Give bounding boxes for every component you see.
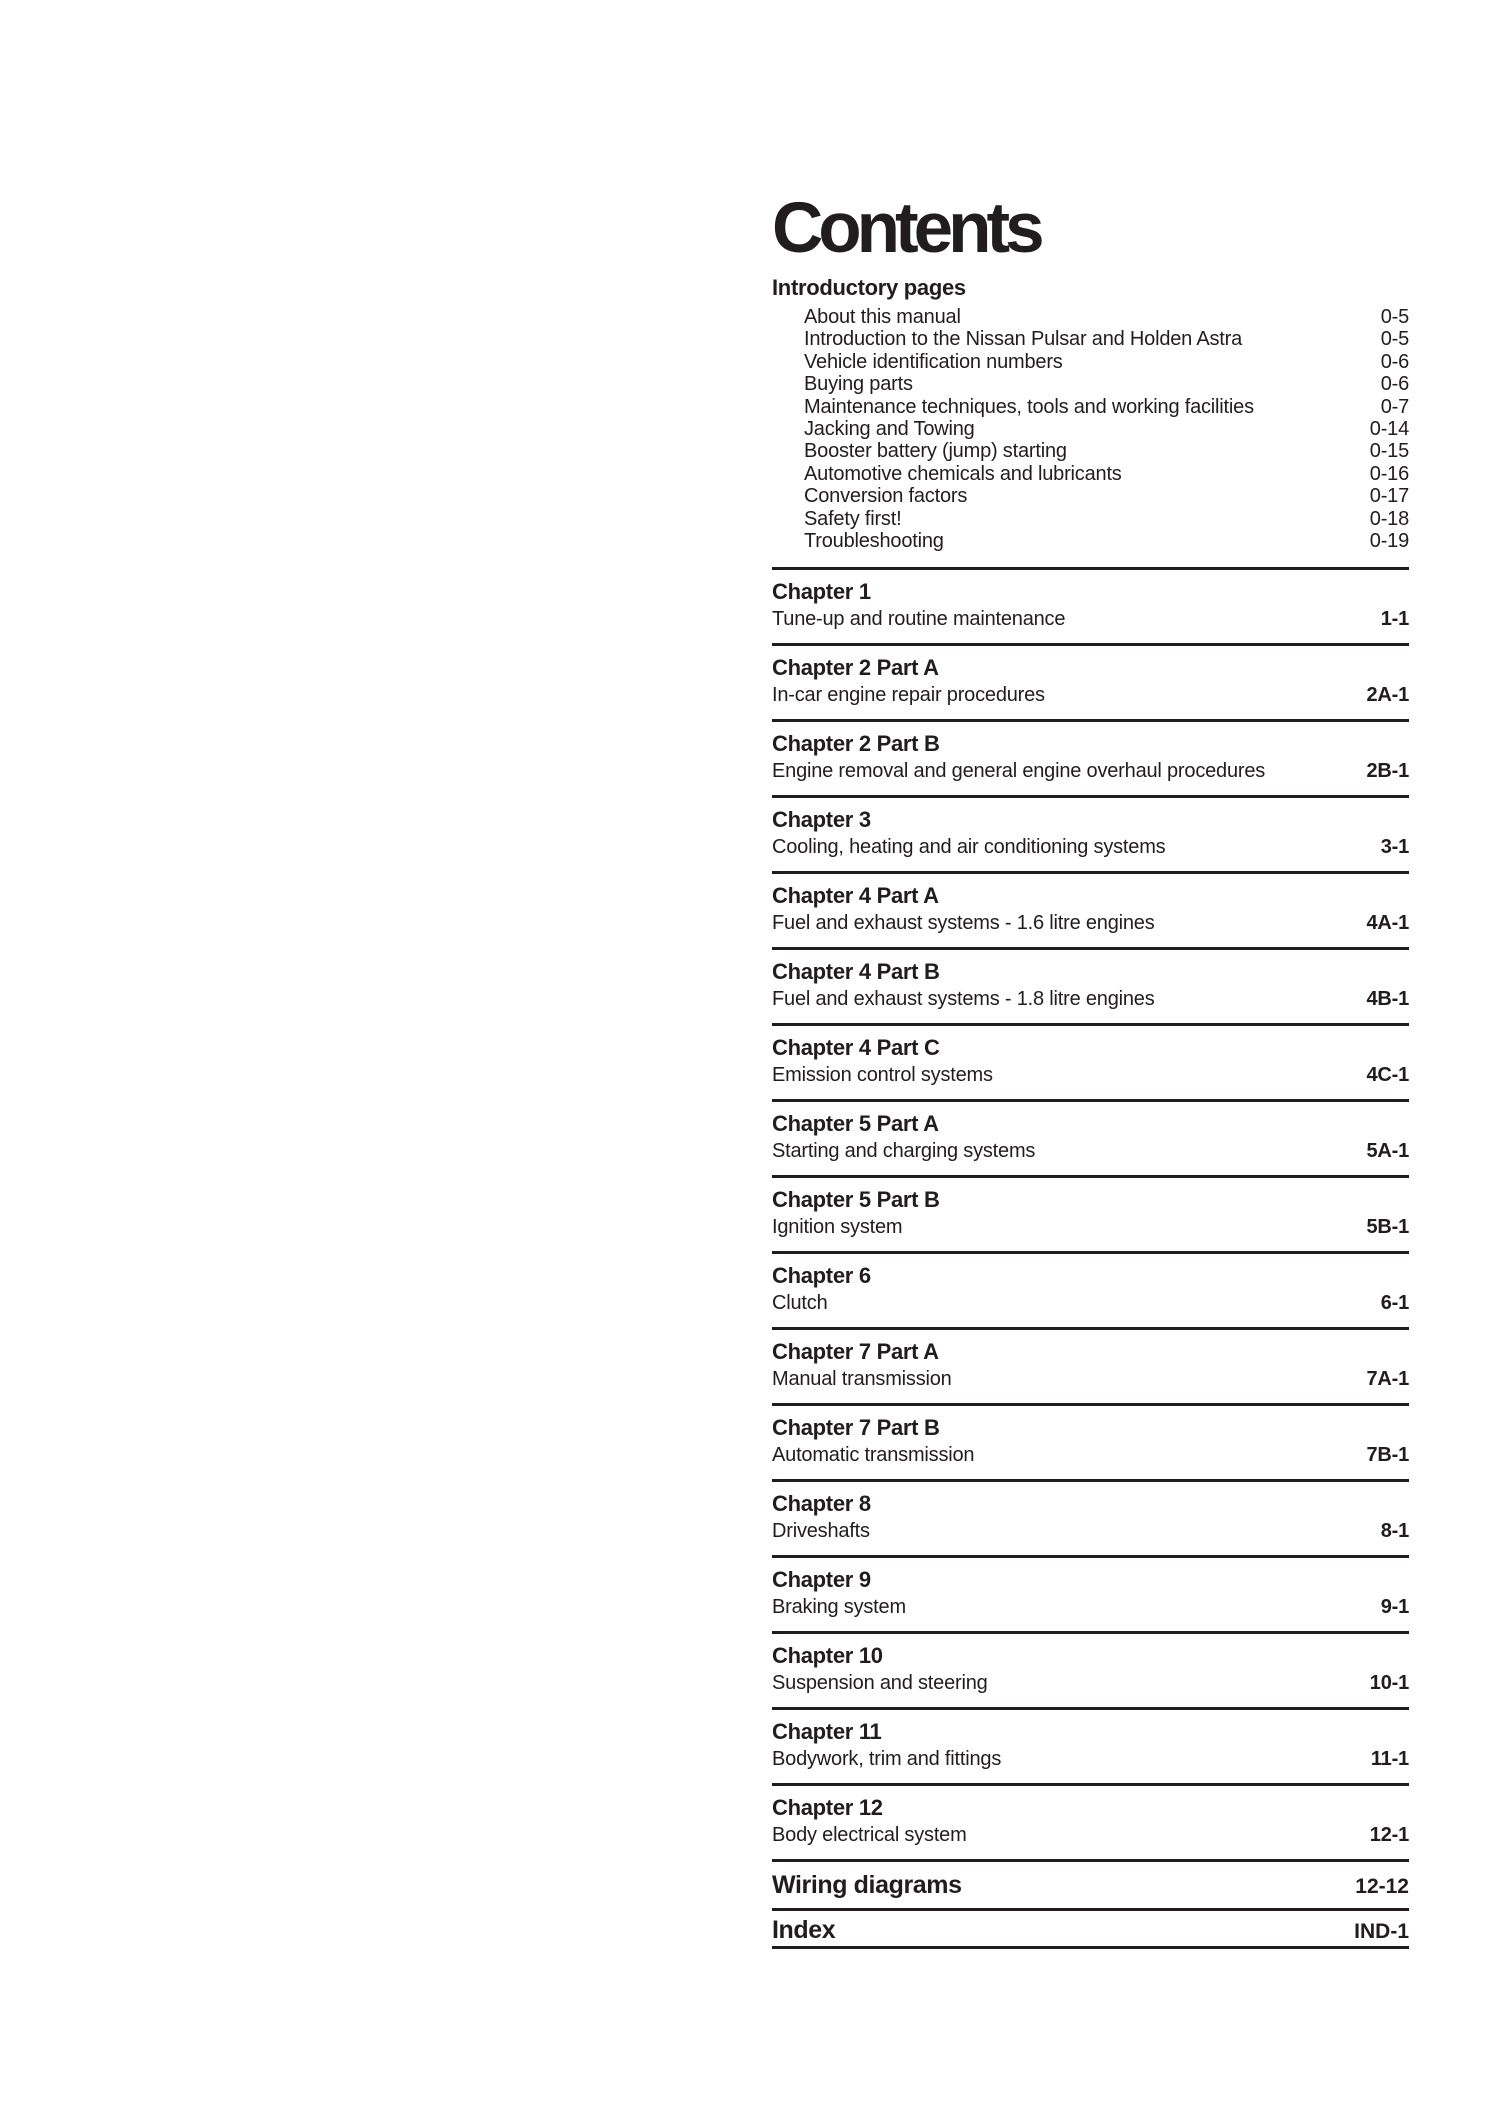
chapter-description-row [772, 1063, 1409, 1087]
chapter-block [772, 871, 1409, 947]
intro-item-page-number: 0-6 [1380, 373, 1409, 396]
chapter-description-row [772, 1215, 1409, 1239]
chapter-description: Fuel and exhaust systems - 1.6 litre engines [772, 912, 1155, 935]
intro-item-page-number: 0-18 [1369, 507, 1409, 530]
intro-heading: Introductory pages [772, 275, 966, 300]
intro-item-page-number: 0-17 [1369, 485, 1409, 508]
chapter-heading: Chapter 5 Part B [772, 1187, 940, 1213]
chapter-page-number: 12-1 [1369, 1824, 1409, 1847]
toc-intro-row [772, 463, 1409, 485]
chapter-page-number: 4C-1 [1366, 1064, 1409, 1087]
chapter-description: Braking system [772, 1596, 906, 1619]
intro-item-label: Booster battery (jump) starting [804, 440, 1067, 463]
chapter-block [772, 1555, 1409, 1631]
chapter-page-number: 8-1 [1380, 1520, 1409, 1543]
chapter-heading: Chapter 7 Part A [772, 1339, 939, 1365]
intro-item-page-number: 0-5 [1380, 306, 1409, 328]
chapter-block [772, 1479, 1409, 1555]
chapter-description: Bodywork, trim and fittings [772, 1748, 1002, 1771]
chapter-block [772, 1251, 1409, 1327]
chapter-page-number: 2B-1 [1366, 760, 1409, 783]
index-page-number: IND-1 [1354, 1920, 1409, 1944]
chapter-description-row [772, 1367, 1409, 1391]
chapter-block [772, 1783, 1409, 1859]
toc-intro-row [772, 328, 1409, 350]
chapter-description: Fuel and exhaust systems - 1.8 litre engines [772, 988, 1155, 1011]
intro-item-page-number: 0-5 [1380, 328, 1409, 351]
chapter-description: Driveshafts [772, 1520, 870, 1543]
intro-item-label: Conversion factors [804, 485, 968, 508]
intro-item-label: Automotive chemicals and lubricants [804, 462, 1122, 485]
toc-intro-row [772, 440, 1409, 462]
intro-item-label: Jacking and Towing [804, 418, 975, 441]
wiring-diagrams-page-number: 12-12 [1355, 1875, 1409, 1899]
chapter-heading: Chapter 2 Part B [772, 731, 940, 757]
chapter-heading: Chapter 4 Part A [772, 883, 939, 909]
chapter-description-row [772, 1443, 1409, 1467]
chapter-heading: Chapter 12 [772, 1795, 883, 1821]
chapter-description: Engine removal and general engine overhaul procedures [772, 760, 1266, 783]
chapter-page-number: 7A-1 [1366, 1368, 1409, 1391]
index-heading: Index [772, 1916, 836, 1945]
chapter-heading: Chapter 1 [772, 579, 871, 605]
page-title: Contents [772, 189, 1040, 268]
chapter-heading: Chapter 3 [772, 807, 871, 833]
chapter-block [772, 947, 1409, 1023]
chapter-heading: Chapter 9 [772, 1567, 871, 1593]
chapter-description: In-car engine repair procedures [772, 684, 1045, 707]
chapter-description: Manual transmission [772, 1368, 952, 1391]
chapter-list [772, 567, 1409, 1859]
chapter-heading: Chapter 4 Part C [772, 1035, 940, 1061]
chapter-page-number: 5B-1 [1366, 1216, 1409, 1239]
chapter-heading: Chapter 10 [772, 1643, 883, 1669]
toc-intro-row [772, 396, 1409, 418]
chapter-page-number: 11-1 [1370, 1748, 1409, 1771]
chapter-page-number: 2A-1 [1366, 684, 1409, 707]
toc-intro-row [772, 351, 1409, 373]
chapter-description: Ignition system [772, 1216, 903, 1239]
intro-item-page-number: 0-14 [1369, 418, 1409, 441]
chapter-block [772, 567, 1409, 643]
chapter-block [772, 719, 1409, 795]
chapter-page-number: 7B-1 [1366, 1444, 1409, 1467]
chapter-heading: Chapter 11 [772, 1719, 882, 1745]
index-block [772, 1908, 1409, 1946]
chapter-description-row [772, 835, 1409, 859]
chapter-block [772, 1175, 1409, 1251]
chapter-block [772, 643, 1409, 719]
wiring-diagrams-row [772, 1870, 1409, 1900]
chapter-description: Tune-up and routine maintenance [772, 608, 1066, 631]
chapter-page-number: 10-1 [1369, 1672, 1409, 1695]
intro-item-page-number: 0-6 [1380, 350, 1409, 373]
contents-column [772, 189, 1409, 1949]
chapter-description: Body electrical system [772, 1824, 967, 1847]
chapter-description-row [772, 759, 1409, 783]
toc-intro-row [772, 508, 1409, 530]
wiring-diagrams-heading: Wiring diagrams [772, 1871, 962, 1900]
intro-list [772, 306, 1409, 552]
chapter-description: Starting and charging systems [772, 1140, 1036, 1163]
index-row [772, 1915, 1409, 1945]
chapter-page-number: 4B-1 [1366, 988, 1409, 1011]
chapter-description-row [772, 1747, 1409, 1771]
chapter-block [772, 1707, 1409, 1783]
toc-intro-row [772, 485, 1409, 507]
chapter-description: Cooling, heating and air conditioning systems [772, 836, 1166, 859]
chapter-description-row [772, 987, 1409, 1011]
toc-intro-row [772, 418, 1409, 440]
chapter-heading: Chapter 7 Part B [772, 1415, 940, 1441]
intro-item-page-number: 0-19 [1369, 530, 1409, 553]
wiring-diagrams-block [772, 1859, 1409, 1908]
chapter-description: Automatic transmission [772, 1444, 975, 1467]
chapter-heading: Chapter 5 Part A [772, 1111, 939, 1137]
chapter-description: Suspension and steering [772, 1672, 988, 1695]
intro-item-label: Troubleshooting [804, 530, 944, 553]
chapter-description-row [772, 1519, 1409, 1543]
chapter-block [772, 1023, 1409, 1099]
chapter-page-number: 5A-1 [1366, 1140, 1409, 1163]
chapter-page-number: 3-1 [1380, 836, 1409, 859]
chapter-description: Emission control systems [772, 1064, 993, 1087]
chapter-heading: Chapter 8 [772, 1491, 871, 1517]
intro-item-label: About this manual [804, 306, 961, 328]
intro-item-page-number: 0-7 [1380, 395, 1409, 418]
chapter-description: Clutch [772, 1292, 828, 1315]
chapter-block [772, 1327, 1409, 1403]
chapter-description-row [772, 911, 1409, 935]
intro-item-label: Safety first! [804, 507, 902, 530]
chapter-page-number: 1-1 [1380, 608, 1409, 631]
chapter-heading: Chapter 4 Part B [772, 959, 940, 985]
intro-item-label: Introduction to the Nissan Pulsar and Holden Astra [804, 328, 1243, 351]
bottom-rule [772, 1946, 1409, 1949]
chapter-description-row [772, 1823, 1409, 1847]
chapter-block [772, 1403, 1409, 1479]
chapter-heading: Chapter 6 [772, 1263, 871, 1289]
intro-item-label: Maintenance techniques, tools and working facilities [804, 395, 1254, 418]
chapter-block [772, 1099, 1409, 1175]
chapter-description-row [772, 1595, 1409, 1619]
chapter-page-number: 4A-1 [1366, 912, 1409, 935]
intro-item-page-number: 0-15 [1369, 440, 1409, 463]
toc-intro-row [772, 530, 1409, 552]
chapter-description-row [772, 1671, 1409, 1695]
intro-item-label: Vehicle identification numbers [804, 350, 1063, 373]
chapter-heading: Chapter 2 Part A [772, 655, 939, 681]
intro-item-label: Buying parts [804, 373, 913, 396]
chapter-page-number: 9-1 [1380, 1596, 1409, 1619]
toc-intro-row [772, 306, 1409, 328]
chapter-description-row [772, 1139, 1409, 1163]
chapter-block [772, 795, 1409, 871]
toc-intro-row [772, 373, 1409, 395]
chapter-description-row [772, 607, 1409, 631]
chapter-block [772, 1631, 1409, 1707]
chapter-description-row [772, 683, 1409, 707]
chapter-page-number: 6-1 [1380, 1292, 1409, 1315]
intro-item-page-number: 0-16 [1369, 462, 1409, 485]
chapter-description-row [772, 1291, 1409, 1315]
